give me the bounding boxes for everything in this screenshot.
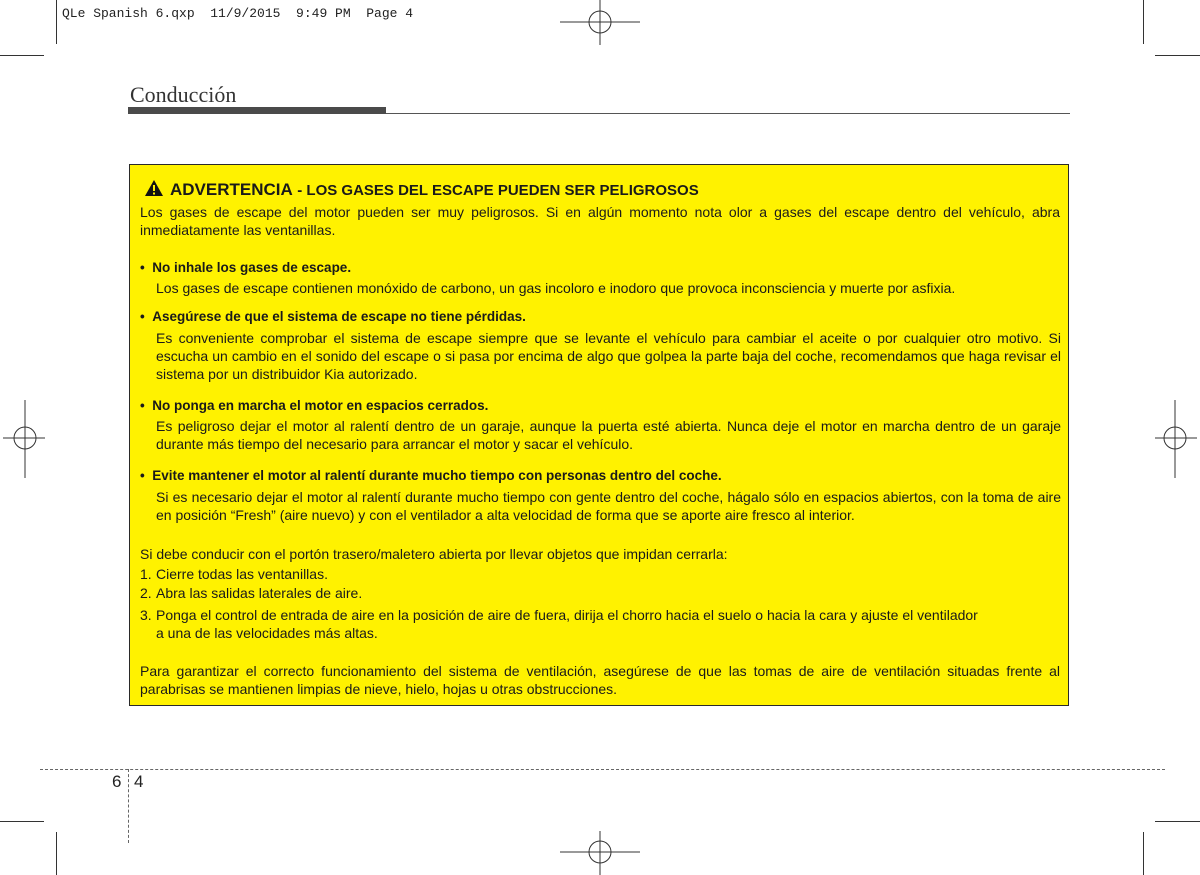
bullet-body-3: Es peligroso dejar el motor al ralentí dentro de un garaje, aunque la puerta esté abierta. Nunca deje el motor en marcha dentro de un garaje durante más tiempo del necesario para arrancar el motor y sacar el vehículo. <box>156 418 1061 452</box>
bullet-body-2: Es conveniente comprobar el sistema de escape siempre que se levante el vehículo para cambiar el aceite o por cualquier otro motivo. Si escucha un cambio en el sonido del escape o si pasa por encima de algo que golpea la parte baja del coche, recomendamos que haga revisar el sistema por un distribuidor Kia autorizado. <box>156 330 1061 382</box>
registration-mark-top-icon <box>560 0 640 50</box>
bullet-title-3: • No ponga en marcha el motor en espacios cerrados. <box>140 398 489 413</box>
bullet-title-1: • No inhale los gases de escape. <box>140 260 352 275</box>
header-rule-thick <box>128 107 386 114</box>
chapter-number: 6 <box>112 772 122 791</box>
bullet-title-2: • Asegúrese de que el sistema de escape no tiene pérdidas. <box>140 309 526 324</box>
page-number: 4 <box>134 772 144 791</box>
warning-intro: Los gases de escape del motor pueden ser muy peligrosos. Si en algún momento nota olor a gases del escape dentro del vehículo, abra inmediatamente las ventanillas. <box>140 204 1060 238</box>
warning-heading <box>144 179 699 200</box>
closing-paragraph: Para garantizar el correcto funcionamiento del sistema de ventilación, asegúrese de que las tomas de aire de ventilación situadas frente al parabrisas se mantienen limpias de nieve, hielo, hojas u otras obstrucciones. <box>140 663 1060 697</box>
section-title: Conducción <box>130 82 237 107</box>
warning-subtitle: - LOS GASES DEL ESCAPE PUEDEN SER PELIGROSOS <box>297 182 699 199</box>
tailgate-intro: Si debe conducir con el portón trasero/maletero abierta por llevar objetos que impidan cerrarla: <box>140 546 728 562</box>
footer-divider <box>128 769 129 843</box>
registration-mark-bottom-icon <box>560 828 640 875</box>
registration-mark-right-icon <box>1155 400 1200 480</box>
warning-label: ADVERTENCIA <box>170 180 293 199</box>
warning-box <box>129 164 1069 706</box>
bullet-title-4: • Evite mantener el motor al ralentí durante mucho tiempo con personas dentro del coche. <box>140 468 722 483</box>
bullet-body-4: Si es necesario dejar el motor al ralentí durante mucho tiempo con gente dentro del coche, hágalo sólo en espacios abiertos, con la toma de aire en posición “Fresh” (aire nuevo) y con el ventilador a alta velocidad de forma que se aporte aire fresco al interior. <box>156 489 1061 523</box>
bullet-body-1: Los gases de escape contienen monóxido de carbono, un gas incoloro e inodoro que provoca inconsciencia y muerte por asfixia. <box>156 280 956 296</box>
registration-mark-left-icon <box>0 400 45 480</box>
step-2: 2. Abra las salidas laterales de aire. <box>140 585 363 601</box>
step-1: 1. Cierre todas las ventanillas. <box>140 566 328 582</box>
header-rule-thin <box>386 113 1070 114</box>
print-slug: QLe Spanish 6.qxp 11/9/2015 9:49 PM Page 4 <box>62 6 414 21</box>
footer-rule <box>40 769 1165 770</box>
warning-triangle-icon <box>144 179 164 197</box>
step-3: 3. Ponga el control de entrada de aire en la posición de aire de fuera, dirija el chorro hacia el suelo o hacia la cara y ajuste el ventilador a una de las velocidades más altas. <box>140 607 978 641</box>
